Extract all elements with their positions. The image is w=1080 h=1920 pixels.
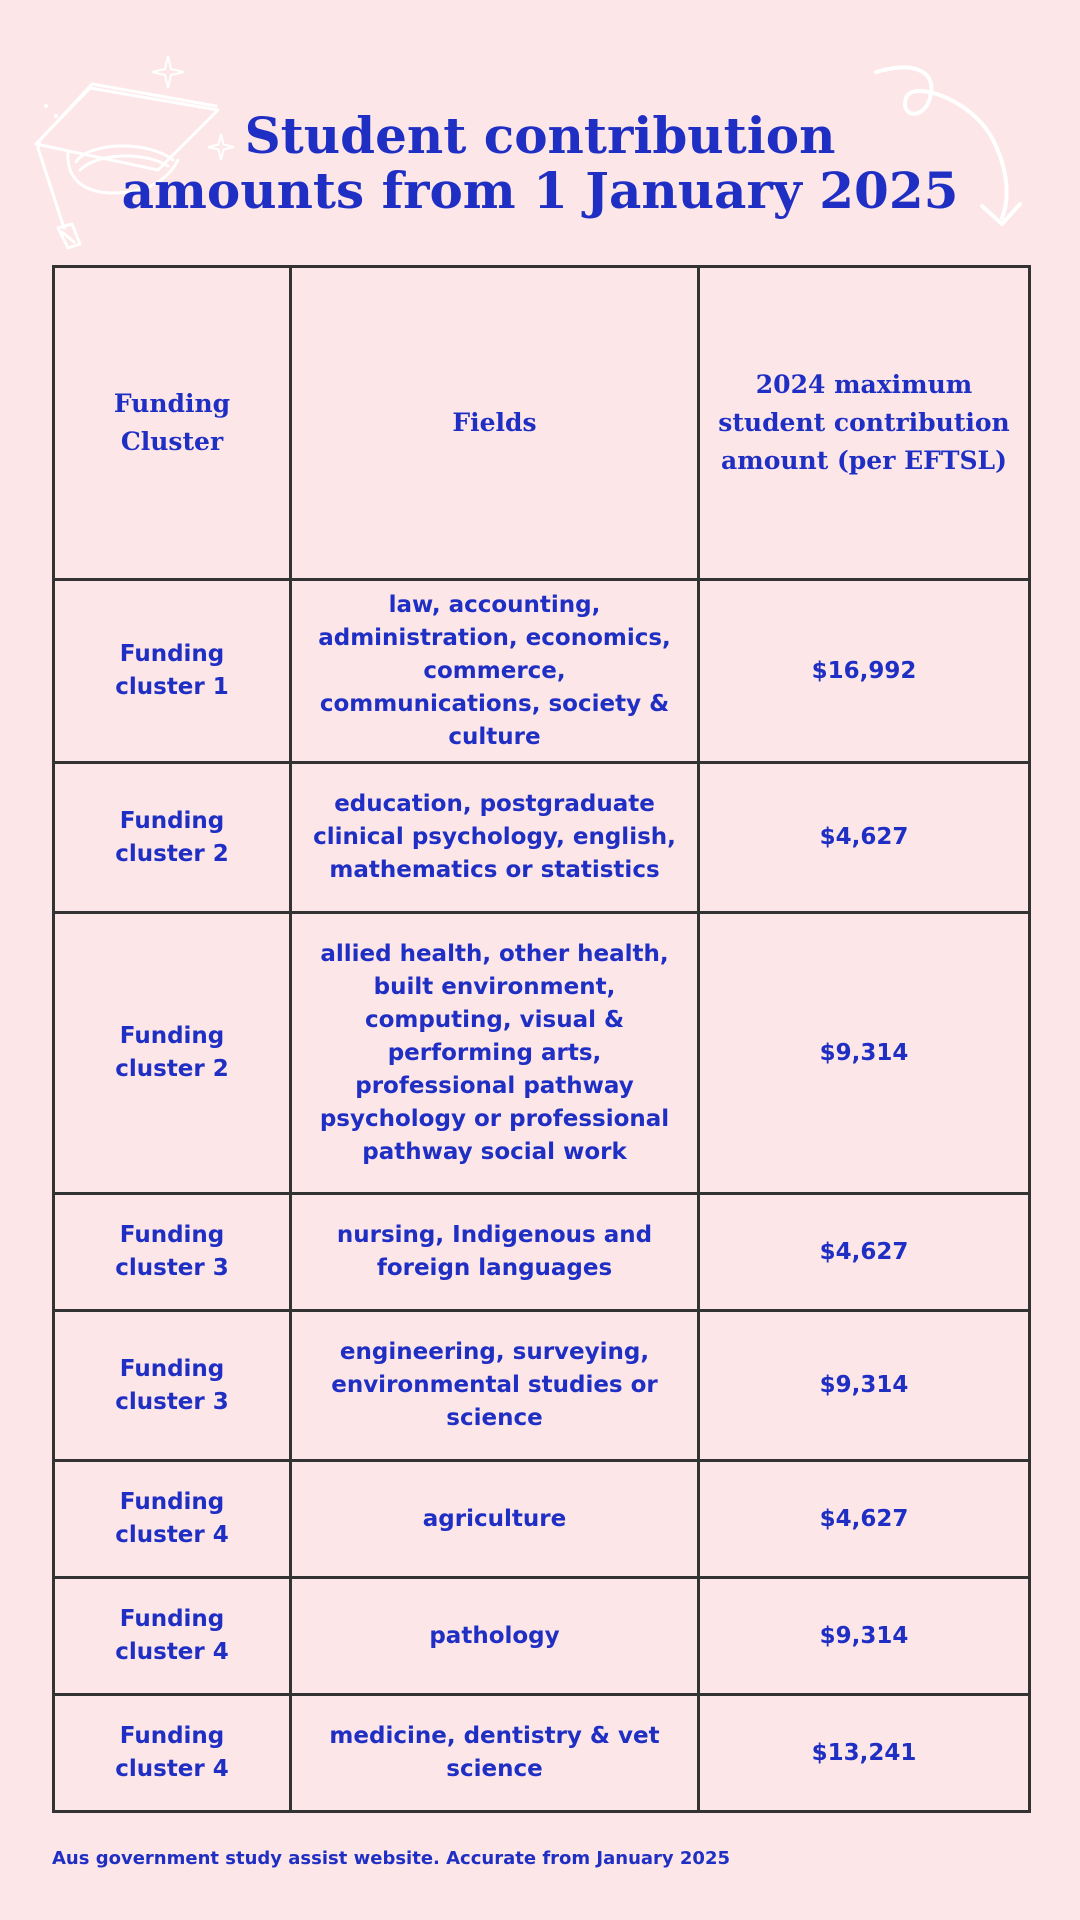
amount-cell: $9,314 <box>699 913 1030 1194</box>
table-row <box>54 913 1030 1194</box>
amount-cell: $13,241 <box>699 1695 1030 1812</box>
table-row <box>54 1695 1030 1812</box>
cluster-cell: Funding cluster 3 <box>54 1311 291 1461</box>
fields-cell: law, accounting, administration, economics, commerce, communications, society & culture <box>291 580 699 763</box>
cluster-cell: Funding cluster 4 <box>54 1578 291 1695</box>
fields-cell: medicine, dentistry & vet science <box>291 1695 699 1812</box>
amount-cell: $9,314 <box>699 1578 1030 1695</box>
table-row <box>54 1311 1030 1461</box>
table-row <box>54 1194 1030 1311</box>
table-row <box>54 763 1030 913</box>
table-row <box>54 1461 1030 1578</box>
cluster-cell: Funding cluster 2 <box>54 913 291 1194</box>
title-line-1: Student contribution <box>244 106 836 165</box>
amount-cell: $4,627 <box>699 1461 1030 1578</box>
sparkle-icon <box>150 54 186 90</box>
contribution-table <box>52 265 1031 1813</box>
cluster-cell: Funding cluster 3 <box>54 1194 291 1311</box>
cluster-cell: Funding cluster 1 <box>54 580 291 763</box>
cluster-cell: Funding cluster 4 <box>54 1695 291 1812</box>
amount-cell: $9,314 <box>699 1311 1030 1461</box>
fields-cell: pathology <box>291 1578 699 1695</box>
page-title <box>0 108 1080 218</box>
amount-cell: $16,992 <box>699 580 1030 763</box>
header-max-contribution: 2024 maximum student contribution amount (per EFTSL) <box>699 267 1030 580</box>
fields-cell: allied health, other health, built environment, computing, visual & performing arts, professional pathway psychology or professional pathway social work <box>291 913 699 1194</box>
cluster-cell: Funding cluster 2 <box>54 763 291 913</box>
fields-cell: engineering, surveying, environmental studies or science <box>291 1311 699 1461</box>
amount-cell: $4,627 <box>699 763 1030 913</box>
fields-cell: nursing, Indigenous and foreign languages <box>291 1194 699 1311</box>
table-header-row <box>54 267 1030 580</box>
table-row <box>54 580 1030 763</box>
header-funding-cluster: Funding Cluster <box>54 267 291 580</box>
header-fields: Fields <box>291 267 699 580</box>
fields-cell: agriculture <box>291 1461 699 1578</box>
title-line-2: amounts from 1 January 2025 <box>121 161 959 220</box>
amount-cell: $4,627 <box>699 1194 1030 1311</box>
cluster-cell: Funding cluster 4 <box>54 1461 291 1578</box>
fields-cell: education, postgraduate clinical psychology, english, mathematics or statistics <box>291 763 699 913</box>
source-note: Aus government study assist website. Accurate from January 2025 <box>52 1848 731 1869</box>
table-row <box>54 1578 1030 1695</box>
